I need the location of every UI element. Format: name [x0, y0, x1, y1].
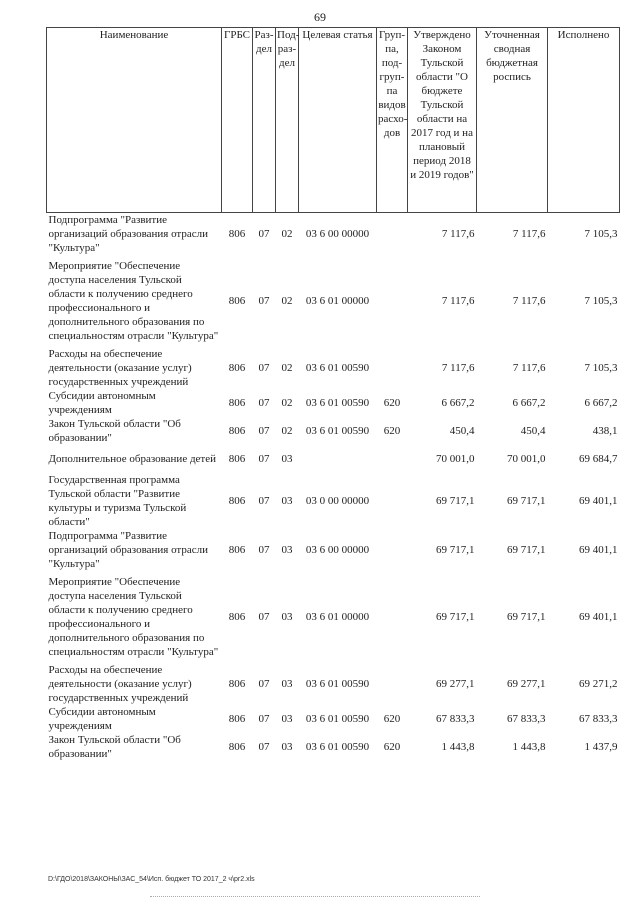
- table-row: [47, 213, 620, 256]
- row-razdel: 07: [258, 295, 270, 307]
- row-grbs: 806: [228, 228, 246, 240]
- row-utochnennaya: 67 833,3: [507, 713, 546, 725]
- row-utochnennaya: 69 277,1: [507, 678, 546, 690]
- row-cel-statya: 03 6 01 00590: [305, 397, 370, 409]
- row-grbs: 806: [228, 362, 246, 374]
- row-grbs: 806: [228, 397, 246, 409]
- row-cel-statya: 03 6 01 00590: [305, 362, 370, 374]
- row-ispolneno: 69 401,1: [579, 495, 618, 507]
- row-utochnennaya: 69 717,1: [507, 495, 546, 507]
- row-gruppa: [377, 347, 408, 389]
- table-row: [47, 445, 620, 473]
- row-ispolneno: 69 401,1: [579, 611, 618, 623]
- row-ispolneno: 69 271,2: [579, 678, 618, 690]
- table-row: [47, 571, 620, 663]
- header-utverzhdeno: Утверждено Законом Тульской области "О бюджете Тульской области на 2017 год и на плановый период 2018 и 2019 годов": [408, 28, 477, 213]
- row-grbs: 806: [228, 544, 246, 556]
- row-podrazdel: 03: [281, 453, 293, 465]
- scan-artifact-line: [150, 896, 480, 898]
- header-razdel: Раз-дел: [253, 28, 276, 213]
- row-utverzhdeno: 1 443,8: [441, 741, 475, 753]
- row-utochnennaya: 69 717,1: [507, 544, 546, 556]
- row-grbs: 806: [228, 425, 246, 437]
- row-podrazdel: 03: [281, 544, 293, 556]
- row-gruppa: 620: [383, 741, 401, 753]
- row-podrazdel: 03: [281, 713, 293, 725]
- row-ispolneno: 69 401,1: [579, 544, 618, 556]
- row-podrazdel: 02: [281, 228, 293, 240]
- row-name: Закон Тульской области "Об образовании": [48, 734, 181, 760]
- row-razdel: 07: [258, 453, 270, 465]
- table-header-row: [47, 28, 620, 213]
- row-cel-statya: 03 6 01 00590: [305, 713, 370, 725]
- table-row: [47, 389, 620, 417]
- row-gruppa: [377, 255, 408, 347]
- row-razdel: 07: [258, 495, 270, 507]
- row-utochnennaya: 6 667,2: [512, 397, 546, 409]
- row-podrazdel: 03: [281, 741, 293, 753]
- row-cel-statya: 03 6 01 00000: [305, 611, 370, 623]
- row-gruppa: [377, 529, 408, 571]
- row-gruppa: [377, 213, 408, 256]
- table-row: [47, 417, 620, 445]
- row-name: Подпрограмма "Развитие организаций образования отрасли "Культура": [48, 214, 209, 254]
- row-podrazdel: 02: [281, 425, 293, 437]
- row-ispolneno: 7 105,3: [584, 228, 618, 240]
- header-utochnennaya: Уточненная сводная бюджетная роспись: [477, 28, 548, 213]
- row-utverzhdeno: 67 833,3: [436, 713, 475, 725]
- row-grbs: 806: [228, 295, 246, 307]
- page-number: 69: [314, 10, 326, 24]
- header-cel-statya: Целевая статья: [299, 28, 377, 213]
- header-gruppa: Груп-па, под-груп-па видов расхо-дов: [377, 28, 408, 213]
- table-row: [47, 473, 620, 529]
- row-razdel: 07: [258, 611, 270, 623]
- header-ispolneno: Исполнено: [548, 28, 620, 213]
- row-utverzhdeno: 7 117,6: [441, 362, 475, 374]
- row-utverzhdeno: 7 117,6: [441, 295, 475, 307]
- row-utverzhdeno: 7 117,6: [441, 228, 475, 240]
- row-name: Государственная программа Тульской области "Развитие культуры и туризма Тульской области": [48, 474, 187, 528]
- row-grbs: 806: [228, 495, 246, 507]
- row-ispolneno: 7 105,3: [584, 295, 618, 307]
- row-name: Мероприятие "Обеспечение доступа населения Тульской области к получению среднего профессионального и дополнительного образования по специальностям отрасли "Культура": [48, 260, 219, 342]
- row-cel-statya: 03 6 01 00590: [305, 425, 370, 437]
- row-utochnennaya: 69 717,1: [507, 611, 546, 623]
- table-row: [47, 663, 620, 705]
- row-utverzhdeno: 69 717,1: [436, 495, 475, 507]
- row-podrazdel: 02: [281, 362, 293, 374]
- row-cel-statya: 03 6 01 00000: [305, 295, 370, 307]
- row-cel-statya: 03 6 00 00000: [305, 228, 370, 240]
- row-name: Субсидии автономным учреждениям: [48, 706, 156, 732]
- row-cel-statya: 03 0 00 00000: [305, 495, 370, 507]
- row-razdel: 07: [258, 678, 270, 690]
- row-utverzhdeno: 450,4: [449, 425, 475, 437]
- budget-table: [46, 27, 620, 761]
- row-gruppa: [377, 473, 408, 529]
- row-podrazdel: 02: [281, 397, 293, 409]
- table-row: [47, 255, 620, 347]
- table-row: [47, 347, 620, 389]
- row-podrazdel: 02: [281, 295, 293, 307]
- row-grbs: 806: [228, 678, 246, 690]
- row-cel-statya: 03 6 00 00000: [305, 544, 370, 556]
- row-utochnennaya: 70 001,0: [507, 453, 546, 465]
- file-path-footer: D:\ГДО\2018\ЗАКОНЫ\ЗАС_54\Исп. бюджет ТО 2017_2 ч\pr2.xls: [48, 876, 255, 883]
- header-podrazdel: Под-раз-дел: [276, 28, 299, 213]
- row-utverzhdeno: 6 667,2: [441, 397, 475, 409]
- row-ispolneno: 7 105,3: [584, 362, 618, 374]
- table-row: [47, 733, 620, 761]
- row-razdel: 07: [258, 544, 270, 556]
- row-cel-statya: 03 6 01 00590: [305, 741, 370, 753]
- row-grbs: 806: [228, 453, 246, 465]
- row-name: Закон Тульской области "Об образовании": [48, 418, 181, 444]
- row-name: Подпрограмма "Развитие организаций образования отрасли "Культура": [48, 530, 209, 570]
- row-gruppa: [377, 571, 408, 663]
- row-gruppa: [377, 663, 408, 705]
- table-row: [47, 705, 620, 733]
- row-razdel: 07: [258, 425, 270, 437]
- row-razdel: 07: [258, 741, 270, 753]
- row-utverzhdeno: 69 277,1: [436, 678, 475, 690]
- row-podrazdel: 03: [281, 495, 293, 507]
- row-utochnennaya: 1 443,8: [512, 741, 546, 753]
- row-grbs: 806: [228, 741, 246, 753]
- row-name: Субсидии автономным учреждениям: [48, 390, 156, 416]
- row-ispolneno: 1 437,9: [584, 741, 618, 753]
- row-razdel: 07: [258, 362, 270, 374]
- header-grbs: ГРБС: [222, 28, 253, 213]
- row-grbs: 806: [228, 611, 246, 623]
- row-name: Дополнительное образование детей: [48, 453, 217, 465]
- row-gruppa: [377, 445, 408, 473]
- row-ispolneno: 67 833,3: [579, 713, 618, 725]
- header-name: Наименование: [47, 28, 222, 213]
- row-cel-statya: 03 6 01 00590: [305, 678, 370, 690]
- table-row: [47, 529, 620, 571]
- row-cel-statya: [299, 445, 377, 473]
- row-name: Мероприятие "Обеспечение доступа населения Тульской области к получению среднего профессионального и дополнительного образования по специальностям отрасли "Культура": [48, 576, 219, 658]
- row-utverzhdeno: 70 001,0: [436, 453, 475, 465]
- row-razdel: 07: [258, 228, 270, 240]
- row-gruppa: 620: [383, 425, 401, 437]
- row-grbs: 806: [228, 713, 246, 725]
- row-podrazdel: 03: [281, 678, 293, 690]
- row-razdel: 07: [258, 397, 270, 409]
- row-utochnennaya: 450,4: [520, 425, 546, 437]
- row-name: Расходы на обеспечение деятельности (оказание услуг) государственных учреждений: [48, 348, 192, 388]
- row-podrazdel: 03: [281, 611, 293, 623]
- row-ispolneno: 6 667,2: [584, 397, 618, 409]
- row-utochnennaya: 7 117,6: [512, 228, 546, 240]
- row-gruppa: 620: [383, 713, 401, 725]
- row-ispolneno: 69 684,7: [579, 453, 618, 465]
- row-utverzhdeno: 69 717,1: [436, 544, 475, 556]
- row-razdel: 07: [258, 713, 270, 725]
- row-ispolneno: 438,1: [592, 425, 618, 437]
- row-utochnennaya: 7 117,6: [512, 362, 546, 374]
- row-gruppa: 620: [383, 397, 401, 409]
- row-utverzhdeno: 69 717,1: [436, 611, 475, 623]
- row-utochnennaya: 7 117,6: [512, 295, 546, 307]
- row-name: Расходы на обеспечение деятельности (оказание услуг) государственных учреждений: [48, 664, 192, 704]
